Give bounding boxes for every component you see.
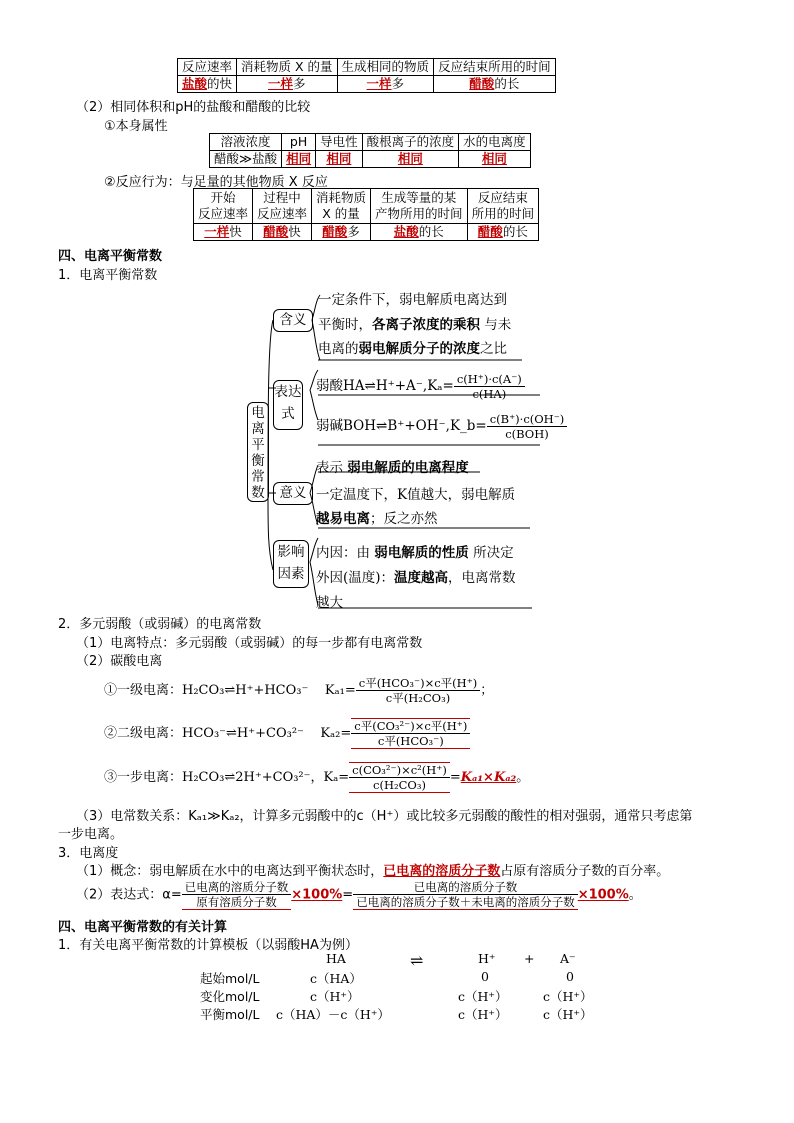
table-cell: 相同 bbox=[282, 151, 316, 168]
species-a: A⁻ bbox=[560, 951, 576, 966]
mind-text: 表示 弱电解质的电离程度 bbox=[316, 460, 469, 476]
table-header: 消耗物质 X 的量 bbox=[312, 189, 371, 224]
row-cell: 0 bbox=[481, 969, 489, 984]
equilibrium-arrow: ⇌ bbox=[410, 951, 424, 970]
row-cell: c（H⁺） bbox=[458, 1007, 508, 1022]
table-header: 生成等量的某 产物所用的时间 bbox=[371, 189, 468, 224]
table-header: 反应速率 bbox=[178, 59, 237, 76]
mind-text: 越易电离；反之亦然 bbox=[316, 511, 438, 527]
mind-node-expression: 表达式 bbox=[273, 380, 303, 430]
mind-node-significance: 意义 bbox=[273, 482, 313, 505]
equation-second-ionization: ②二级电离：HCO₃⁻⇌H⁺+CO₃²⁻ Kₐ₂= $\frac{\text{c平(CO₃²⁻)×c平(H⁺)}}{\text{c平(HCO₃⁻)}}$ bbox=[104, 718, 470, 749]
table-cell: 盐酸的快 bbox=[178, 76, 237, 93]
table-cell: 醋酸≫盐酸 bbox=[210, 151, 282, 168]
table-cell: 醋酸快 bbox=[253, 224, 312, 241]
table-cell: 醋酸的长 bbox=[467, 224, 539, 241]
table-header: 生成相同的物质 bbox=[337, 59, 434, 76]
row-cell: c（HA） bbox=[310, 971, 362, 986]
mind-node-meaning: 含义 bbox=[273, 309, 313, 332]
mind-text: 一定温度下，K值越大，弱电解质 bbox=[316, 487, 516, 503]
paragraph: （1）概念：弱电解质在水中的电离达到平衡状态时，已电离的溶质分子数占原有溶质分子数的百分率。 bbox=[76, 864, 670, 879]
table-header: 反应结束所用的时间 bbox=[434, 59, 556, 76]
plus-sign: + bbox=[524, 951, 535, 966]
item-heading: 1．电离平衡常数 bbox=[58, 268, 158, 283]
row-cell: c（H⁺） bbox=[543, 989, 593, 1004]
row-cell: 0 bbox=[566, 969, 574, 984]
table-header: 开始 反应速率 bbox=[194, 189, 253, 224]
row-label: 变化mol/L bbox=[200, 989, 260, 1004]
table-cell: 一样多 bbox=[237, 76, 338, 93]
table-cell: 盐酸的长 bbox=[371, 224, 468, 241]
mind-text: 外因(温度)：温度越高，电离常数 bbox=[316, 570, 516, 586]
table-cell: 醋酸的长 bbox=[434, 76, 556, 93]
mind-text: 一定条件下，弱电解质电离达到 bbox=[318, 292, 507, 308]
subsection-title: ①本身属性 bbox=[104, 119, 168, 134]
row-cell: c（H⁺） bbox=[543, 1007, 593, 1022]
table-header: 反应结束 所用的时间 bbox=[467, 189, 539, 224]
section-title: （2）相同体积和pH的盐酸和醋酸的比较 bbox=[76, 100, 311, 115]
species-h: H⁺ bbox=[478, 951, 496, 966]
species-ha: HA bbox=[326, 951, 346, 966]
table-cell: 相同 bbox=[459, 151, 531, 168]
row-cell: c（HA）－c（H⁺） bbox=[276, 1007, 390, 1022]
table-comparison-2 bbox=[209, 133, 531, 168]
paragraph: （1）电离特点：多元弱酸（或弱碱）的每一步都有电离常数 bbox=[76, 636, 423, 651]
table-cell: 相同 bbox=[316, 151, 363, 168]
part-heading: 四、电离平衡常数 bbox=[58, 249, 163, 264]
table-header: pH bbox=[282, 134, 316, 151]
table-cell: 醋酸多 bbox=[312, 224, 371, 241]
mind-node-factors: 影响因素 bbox=[273, 540, 309, 588]
mind-map-root-label: 电 离 平 衡 常 数 bbox=[251, 405, 265, 501]
paragraph: （3）电常数关系：Kₐ₁≫Kₐ₂，计算多元弱酸中的c（H⁺）或比较多元弱酸的酸性的相对强弱，通常只考虑第 bbox=[76, 809, 693, 824]
equation-ionization-degree: （2）表达式：α= $\frac{\text{已电离的溶质分子数}}{\text{原有溶质分子数}}$ ×100%= $\frac{\text{已电离的溶质分子数}}{\text{已电离的溶质分子数＋未电离的溶质分子数}}$ ×100%。 bbox=[76, 880, 642, 909]
part-heading: 四、电离平衡常数的有关计算 bbox=[58, 920, 228, 935]
mind-text: 平衡时，各离子浓度的乘积 与未 bbox=[318, 317, 512, 333]
table-header: 导电性 bbox=[316, 134, 363, 151]
paragraph: 一步电离。 bbox=[58, 827, 124, 842]
equation-first-ionization: ①一级电离：H₂CO₃⇌H⁺+HCO₃⁻ Kₐ₁= $\frac{\text{c平(HCO₃⁻)×c平(H⁺)}}{\text{c平(H₂CO₃)}}$ ； bbox=[104, 676, 494, 705]
table-header: 水的电离度 bbox=[459, 134, 531, 151]
row-label: 平衡mol/L bbox=[200, 1007, 260, 1022]
table-header: 消耗物质 X 的量 bbox=[237, 59, 338, 76]
table-header: 过程中 反应速率 bbox=[253, 189, 312, 224]
table-header: 溶液浓度 bbox=[210, 134, 282, 151]
table-cell: 一样多 bbox=[337, 76, 434, 93]
row-cell: c（H⁺） bbox=[458, 989, 508, 1004]
mind-map-root bbox=[247, 402, 269, 502]
row-cell: c（H⁺） bbox=[310, 989, 360, 1004]
item-heading: 2．多元弱酸（或弱碱）的电离常数 bbox=[58, 617, 262, 632]
subsection-title: ②反应行为：与足量的其他物质 X 反应 bbox=[104, 175, 328, 190]
item-heading: 1．有关电离平衡常数的计算模板（以弱酸HA为例） bbox=[58, 938, 358, 953]
table-cell: 一样快 bbox=[194, 224, 253, 241]
item-heading: 3．电离度 bbox=[58, 846, 119, 861]
mind-text: 电离的弱电解质分子的浓度之比 bbox=[318, 341, 507, 357]
table-comparison-1 bbox=[177, 58, 556, 93]
mind-text: 越大 bbox=[316, 595, 343, 611]
row-label: 起始mol/L bbox=[200, 971, 260, 986]
table-comparison-3 bbox=[193, 188, 539, 241]
mind-text: 内因：由 弱电解质的性质 所决定 bbox=[316, 545, 514, 561]
mind-formula-base: 弱碱BOH⇌B⁺+OH⁻,K_b= $\frac{c(B^+)\cdot c(OH^-)}{\text{c(BOH)}}$ bbox=[316, 412, 567, 441]
equation-overall-ionization: ③一步电离：H₂CO₃⇌2H⁺+CO₃²⁻，Kₐ= $\frac{\text{c(CO₃²⁻)×c²(H⁺)}}{\text{c(H₂CO₃)}}$ =Kₐ₁×Kₐ₂。 bbox=[104, 763, 530, 792]
paragraph: （2）碳酸电离 bbox=[76, 654, 163, 669]
table-cell: 相同 bbox=[362, 151, 459, 168]
mind-formula-acid: 弱酸HA⇌H⁺+A⁻,Kₐ= $\frac{c(H^+)\cdot c(A^-)}{c(HA)}$ bbox=[316, 372, 525, 401]
table-header: 酸根离子的浓度 bbox=[362, 134, 459, 151]
